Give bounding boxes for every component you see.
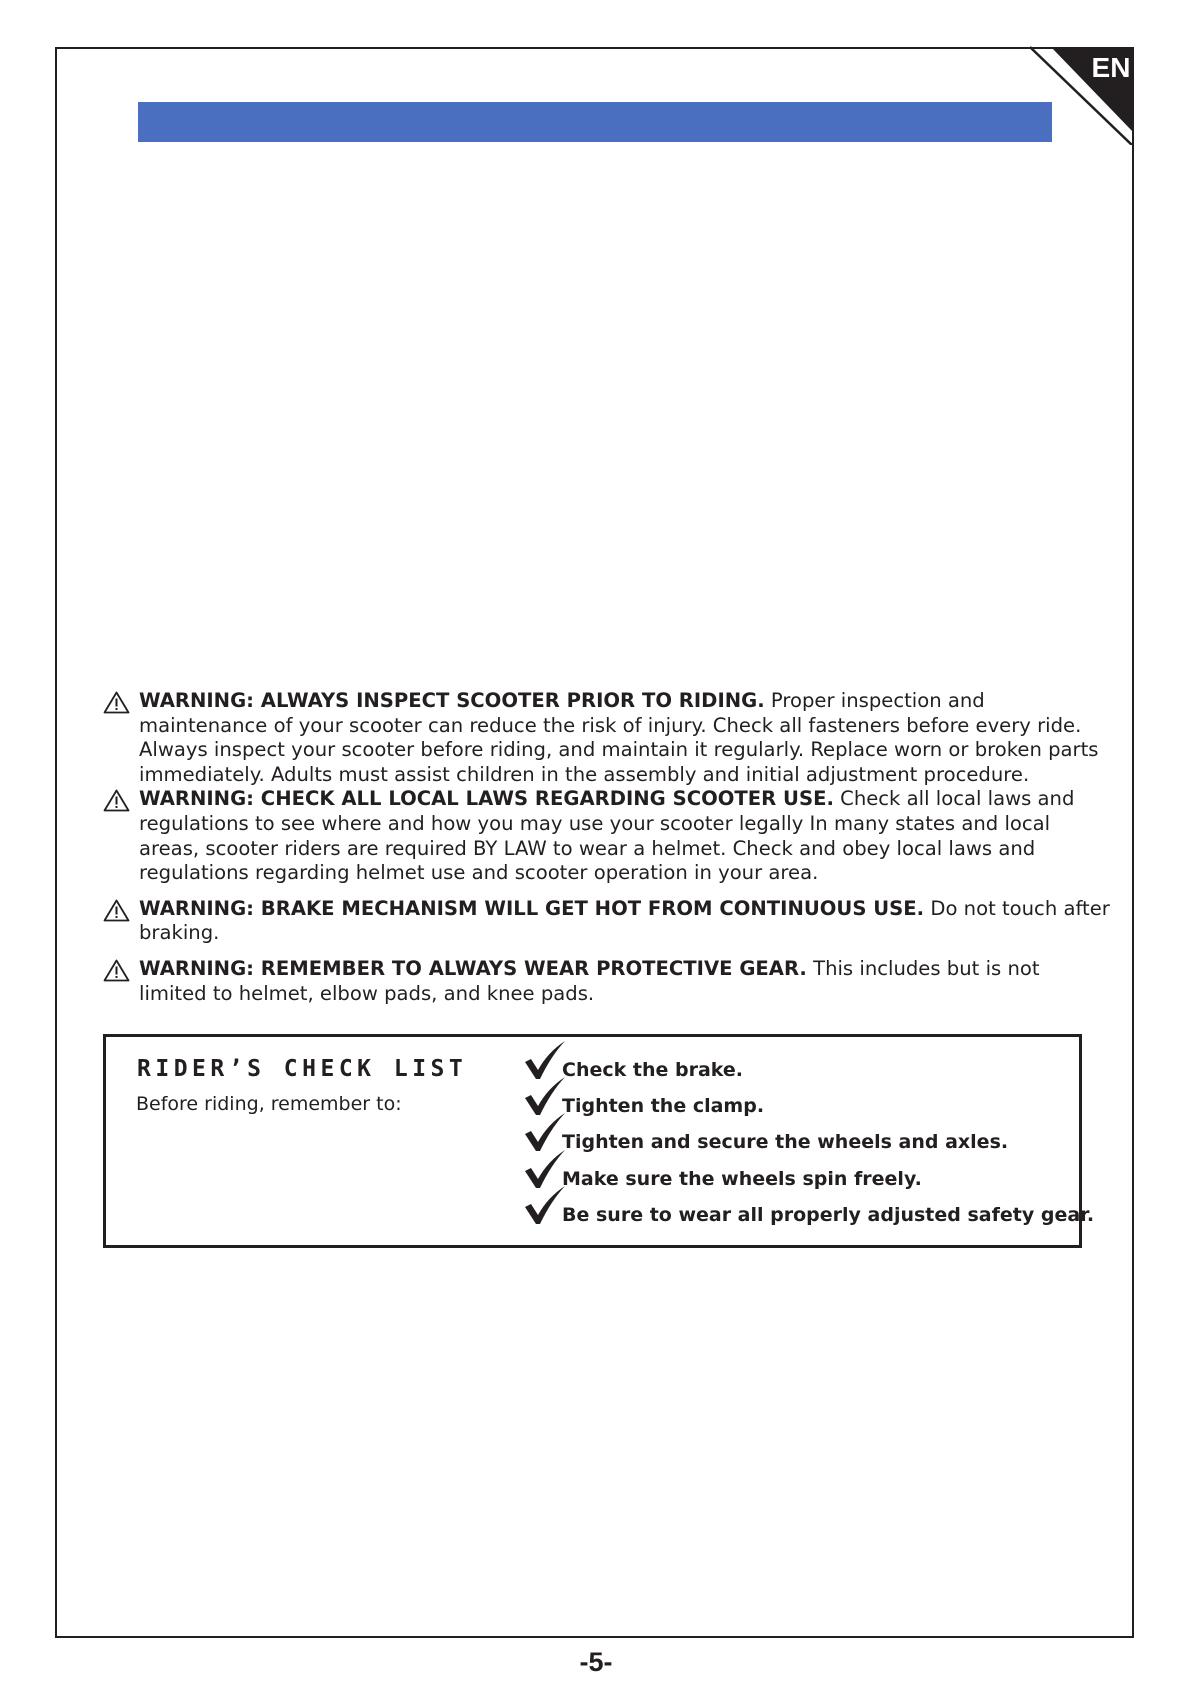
warning-title: WARNING: REMEMBER TO ALWAYS WEAR PROTECTIVE GEAR. bbox=[139, 956, 807, 980]
header-bar bbox=[138, 102, 1052, 142]
checklist-items bbox=[524, 1043, 1095, 1226]
checklist-item-text: Check the brake. bbox=[562, 1059, 744, 1081]
checkmark-icon bbox=[524, 1186, 566, 1224]
checklist-item bbox=[524, 1188, 1095, 1226]
warning-triangle-icon bbox=[103, 899, 130, 922]
checklist-item bbox=[524, 1043, 744, 1081]
checklist-subtitle: Before riding, remember to: bbox=[136, 1093, 402, 1115]
checkmark-icon bbox=[524, 1150, 566, 1188]
warning-gear bbox=[103, 957, 1113, 1006]
page-number: -5- bbox=[579, 1647, 613, 1677]
checkmark-icon bbox=[524, 1041, 566, 1079]
checklist-item bbox=[524, 1152, 922, 1190]
checklist-item-text: Tighten and secure the wheels and axles. bbox=[562, 1131, 1009, 1154]
checklist-item-text: Make sure the wheels spin freely. bbox=[562, 1167, 922, 1190]
checklist-item-text: Tighten the clamp. bbox=[562, 1095, 765, 1118]
checklist-item-text: Be sure to wear all properly adjusted safety gear. bbox=[562, 1203, 1095, 1226]
warning-inspect bbox=[103, 689, 1113, 787]
warning-title: WARNING: CHECK ALL LOCAL LAWS REGARDING SCOOTER USE. bbox=[139, 787, 834, 811]
warning-title: WARNING: ALWAYS INSPECT SCOOTER PRIOR TO RIDING. bbox=[139, 689, 765, 712]
warnings-section bbox=[103, 689, 1113, 1006]
warning-body: Do not touch after braking. bbox=[139, 896, 1110, 945]
warning-title: WARNING: BRAKE MECHANISM WILL GET HOT FROM CONTINUOUS USE. bbox=[139, 896, 925, 920]
checkmark-icon bbox=[524, 1113, 566, 1151]
language-tag: EN bbox=[1091, 52, 1131, 83]
warning-laws bbox=[103, 787, 1113, 885]
warning-triangle-icon bbox=[103, 959, 130, 982]
riders-checklist bbox=[103, 1034, 1095, 1248]
warning-brake bbox=[103, 897, 1113, 946]
checklist-item bbox=[524, 1079, 765, 1118]
checklist-title: RIDER’S CHECK LIST bbox=[137, 1056, 468, 1082]
warning-body: Check all local laws and regulations to see where and how you may use your scooter legally In many states and local areas, scooter riders are required BY LAW to wear a helmet. Check and obey local laws and regulations regarding helmet use and scooter operation in your area. bbox=[139, 787, 1075, 885]
warning-body: This includes but is not limited to helmet, elbow pads, and knee pads. bbox=[139, 956, 1040, 1005]
checkmark-icon bbox=[524, 1077, 566, 1115]
checklist-item bbox=[524, 1115, 1009, 1154]
warning-body: Proper inspection and maintenance of your scooter can reduce the risk of injury. Check all fasteners before every ride. Always inspect your scooter before riding, and maintain it regularly. Replace worn or broken parts immediately. Adults must assist children in the assembly and initial adjustment procedure. bbox=[139, 689, 1099, 786]
warning-triangle-icon bbox=[103, 691, 130, 714]
warning-triangle-icon bbox=[103, 789, 130, 812]
